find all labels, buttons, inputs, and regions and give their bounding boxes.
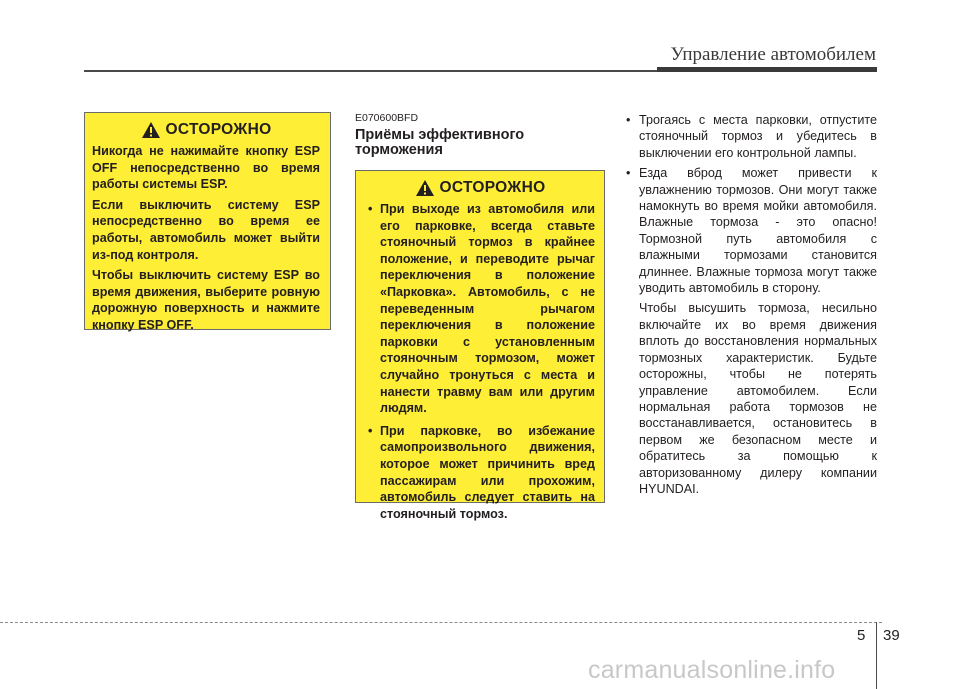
footer-divider — [876, 622, 877, 689]
body-paragraph: Чтобы высушить тормоза, несильно включайте их во время движения вплоть до восстановления нормальных тормозных характеристик. Будьте осторожны, чтобы не потерять управление автомобилем. Если нормальная работа тормозов не восстанавливается, остановитесь в первом же безопасном месте и обратитесь за помощью к авторизованному дилеру компании HYUNDAI. — [639, 301, 877, 496]
section-code: E070600BFD — [355, 112, 419, 124]
warning-bullet: • При выходе из автомобиля или его парковке, всегда ставьте стояночный тормоз в крайнее положение, и переводите рычаг переключения в положение «Парковка». Автомобиль, с не переведенным рычагом переключения в положение парковки с установленным стояночным тормозом, может случайно тронуться с места и нанести травму вам или другим людям. — [365, 201, 595, 417]
warning-paragraph: Никогда не нажимайте кнопку ESP OFF непосредственно во время работы системы ESP. — [92, 144, 320, 192]
warning-bullet-list — [365, 201, 595, 522]
header-rule-accent — [657, 67, 877, 72]
warning-box-esp — [84, 112, 331, 330]
watermark: carmanualsonline.info — [588, 656, 836, 684]
warning-title: ОСТОРОЖНО — [165, 121, 272, 138]
section-title: Приёмы эффективного торможения — [355, 127, 525, 158]
footer-rule — [0, 622, 882, 623]
warning-header — [92, 121, 320, 139]
warning-bullet: • При парковке, во избежание самопроизвольного движения, которое может причинить вред пассажирам или прохожим, автомобиль следует ставить на стояночный тормоз. — [365, 423, 595, 523]
warning-title: ОСТОРОЖНО — [439, 179, 546, 196]
chapter-number: 5 — [857, 627, 866, 644]
bullet-item: • Езда вброд может привести к увлажнению тормозов. Они могут также намокнуть во время мойки автомобиля. Влажные тормоза - это опасно! Тормозной путь автомобиля с влажными тормозами становится длиннее. Влажные тормоза могут также уводить автомобиль в сторону. — [623, 165, 877, 296]
warning-triangle-icon — [415, 179, 435, 197]
bullet-item: • Трогаясь с места парковки, отпустите стояночный тормоз и убедитесь в выключении его контрольной лампы. — [623, 112, 877, 161]
warning-header — [365, 179, 595, 197]
warning-triangle-icon — [141, 121, 161, 139]
warning-box-parking — [355, 170, 605, 521]
warning-paragraph: Чтобы выключить систему ESP во время движения, выберите ровную дорожную поверхность и нажмите кнопку ESP OFF. — [92, 268, 320, 332]
page-number: 39 — [883, 627, 900, 644]
right-column — [623, 112, 877, 497]
warning-paragraph: Если выключить систему ESP непосредственно во время ее работы, автомобиль может выйти из-под контроля. — [92, 197, 320, 262]
page-header-title: Управление автомобилем — [670, 44, 876, 65]
